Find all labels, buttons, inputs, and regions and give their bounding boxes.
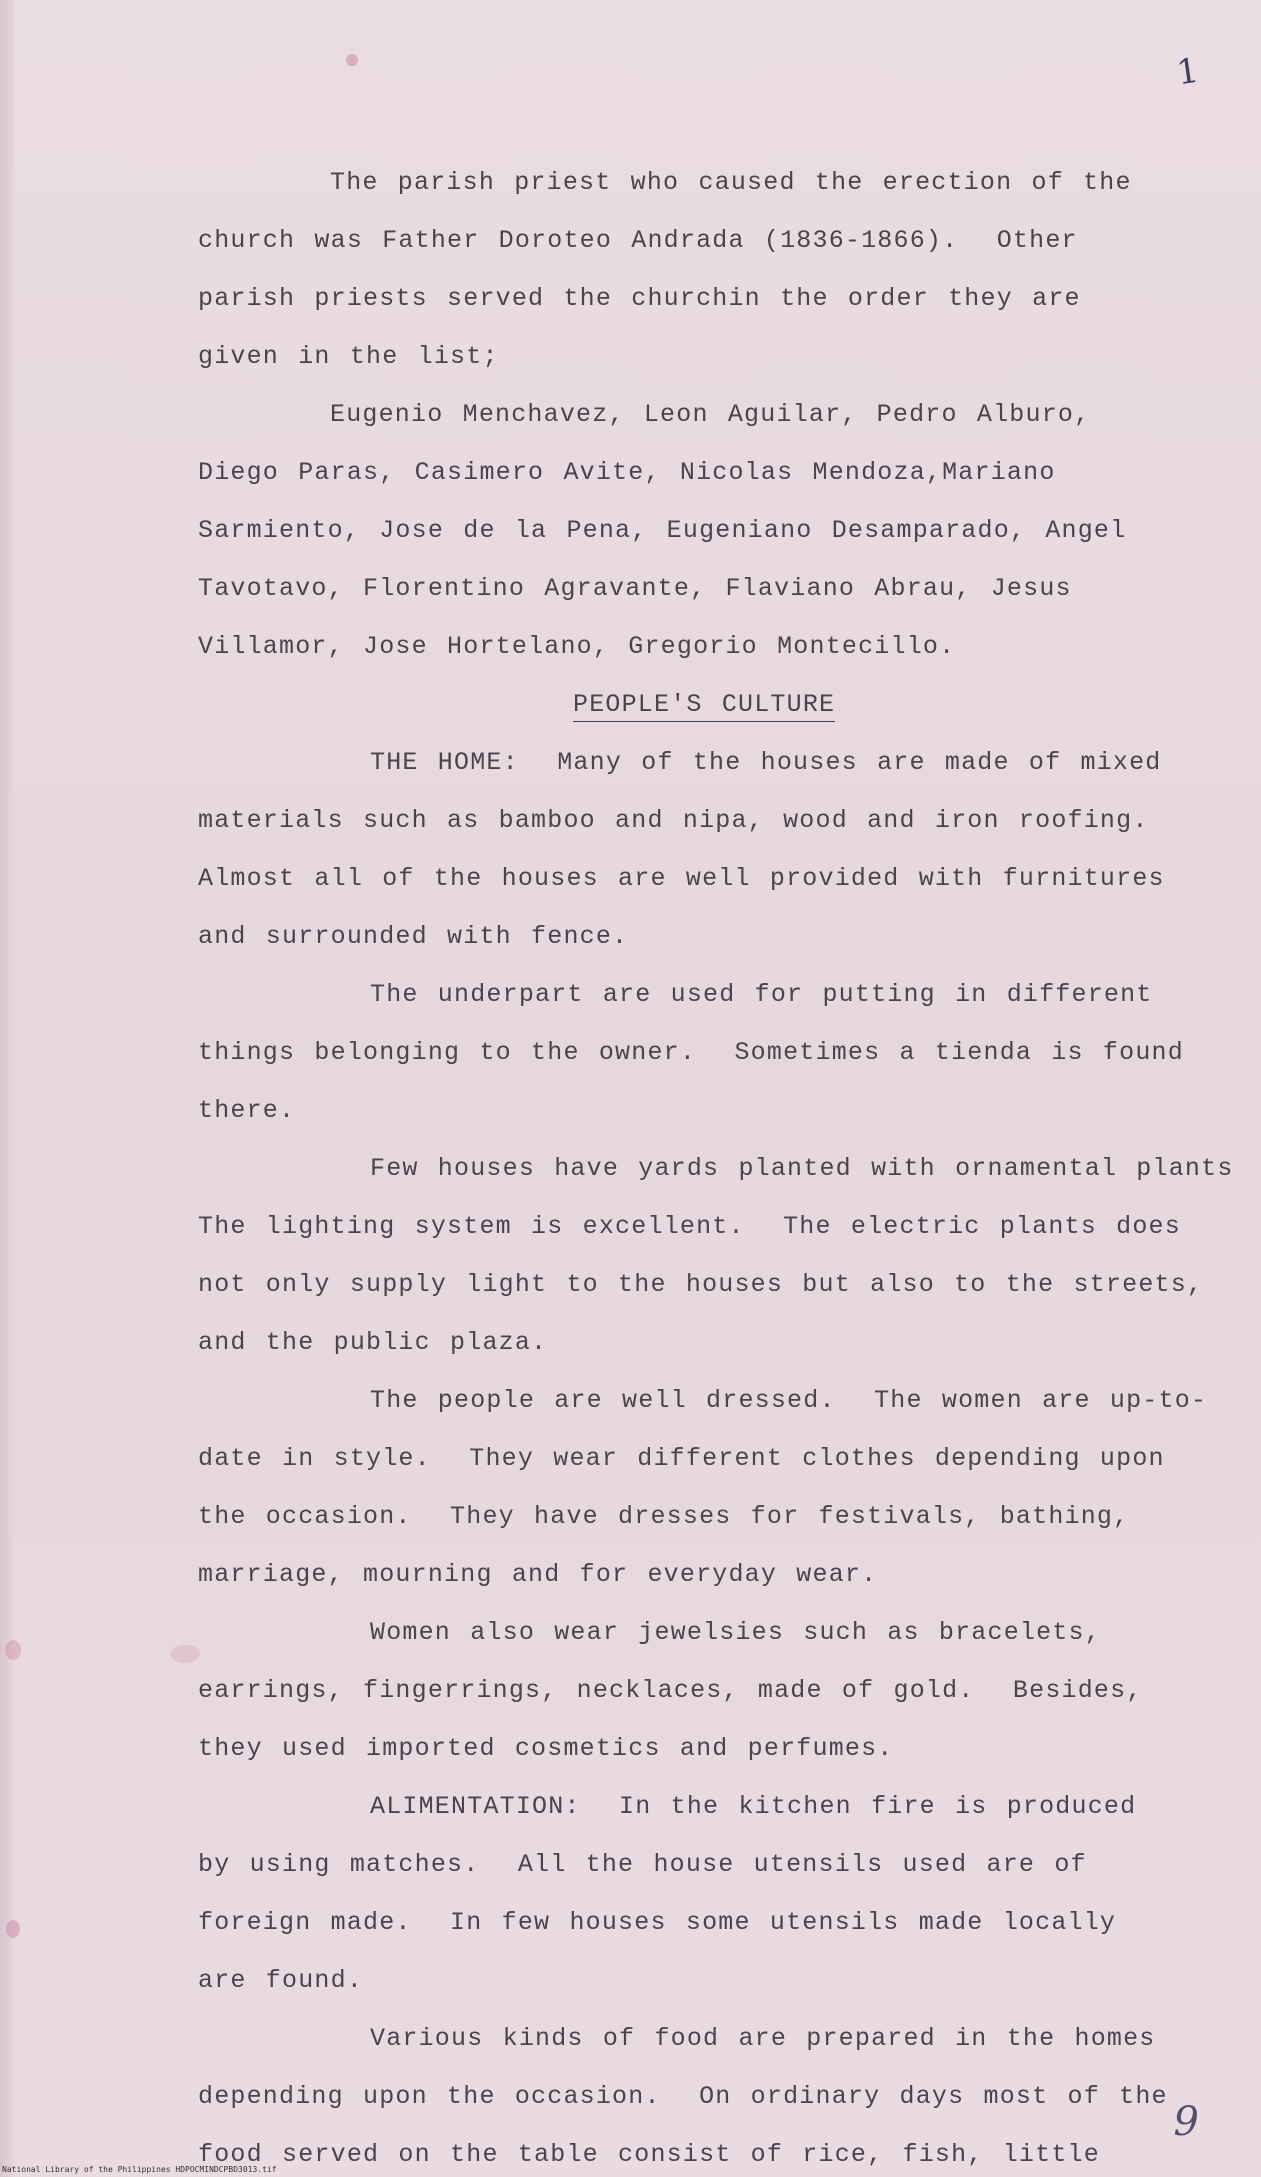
text-line: earrings, fingerrings, necklaces, made of gold. Besides, (198, 1676, 1143, 1705)
text-line: The underpart are used for putting in different (370, 980, 1153, 1009)
text-line: by using matches. All the house utensils used are of (198, 1850, 1087, 1879)
text-line: Various kinds of food are prepared in the homes (370, 2024, 1156, 2053)
text-line: given in the list; (198, 342, 499, 371)
text-line: depending upon the occasion. On ordinary days most of the (198, 2082, 1168, 2111)
text-line: Almost all of the houses are well provided with furnitures (198, 864, 1165, 893)
text-line: are found. (198, 1966, 364, 1995)
text-line: The lighting system is excellent. The electric plants does (198, 1212, 1181, 1241)
text-line: church was Father Doroteo Andrada (1836-1866). Other (198, 226, 1078, 255)
stain-spot (6, 1920, 20, 1938)
text-line: the occasion. They have dresses for festivals, bathing, (198, 1502, 1130, 1531)
text-line: Villamor, Jose Hortelano, Gregorio Montecillo. (198, 632, 956, 661)
section-title (198, 676, 1258, 734)
text-line: marriage, mourning and for everyday wear. (198, 1560, 878, 1589)
text-line: Eugenio Menchavez, Leon Aguilar, Pedro Alburo, (330, 400, 1091, 429)
text-line: Diego Paras, Casimero Avite, Nicolas Mendoza,Mariano (198, 458, 1056, 487)
text-line: parish priests served the churchin the order they are (198, 284, 1081, 313)
stain-spot (170, 1645, 200, 1663)
typed-text-body (198, 154, 1258, 2177)
text-line: The parish priest who caused the erection of the (330, 168, 1132, 197)
text-line: date in style. They wear different clothes depending upon (198, 1444, 1165, 1473)
text-line: foreign made. In few houses some utensils made locally (198, 1908, 1117, 1937)
text-line: The people are well dressed. The women are up-to- (370, 1386, 1208, 1415)
section-title-text: PEOPLE'S CULTURE (573, 690, 835, 722)
text-line: things belonging to the owner. Sometimes a tienda is found (198, 1038, 1184, 1067)
text-line: and the public plaza. (198, 1328, 548, 1357)
text-line: THE HOME: Many of the houses are made of mixed (370, 748, 1162, 777)
text-line: ALIMENTATION: In the kitchen fire is produced (370, 1792, 1137, 1821)
archive-credit: National Library of the Philippines HDPOCMINDCPBD3013.tif (2, 2165, 277, 2174)
text-line: Women also wear jewelsies such as bracelets, (370, 1618, 1101, 1647)
ink-spot (346, 54, 358, 66)
handwritten-page-number: 9 (1173, 2099, 1199, 2145)
text-line: Sarmiento, Jose de la Pena, Eugeniano Desamparado, Angel (198, 516, 1127, 545)
text-line: Tavotavo, Florentino Agravante, Flaviano Abrau, Jesus (198, 574, 1072, 603)
text-line: materials such as bamboo and nipa, wood and iron roofing. (198, 806, 1149, 835)
text-line: there. (198, 1096, 296, 1125)
handwritten-page-mark: 1 (1174, 50, 1202, 94)
text-line: Few houses have yards planted with ornamental plants (370, 1154, 1234, 1183)
page-edge-shadow (0, 0, 14, 2177)
text-line: they used imported cosmetics and perfumes. (198, 1734, 894, 1763)
text-line: not only supply light to the houses but also to the streets, (198, 1270, 1204, 1299)
text-line: food served on the table consist of rice, fish, little (198, 2140, 1100, 2169)
stain-spot (5, 1640, 21, 1660)
text-line: and surrounded with fence. (198, 922, 629, 951)
